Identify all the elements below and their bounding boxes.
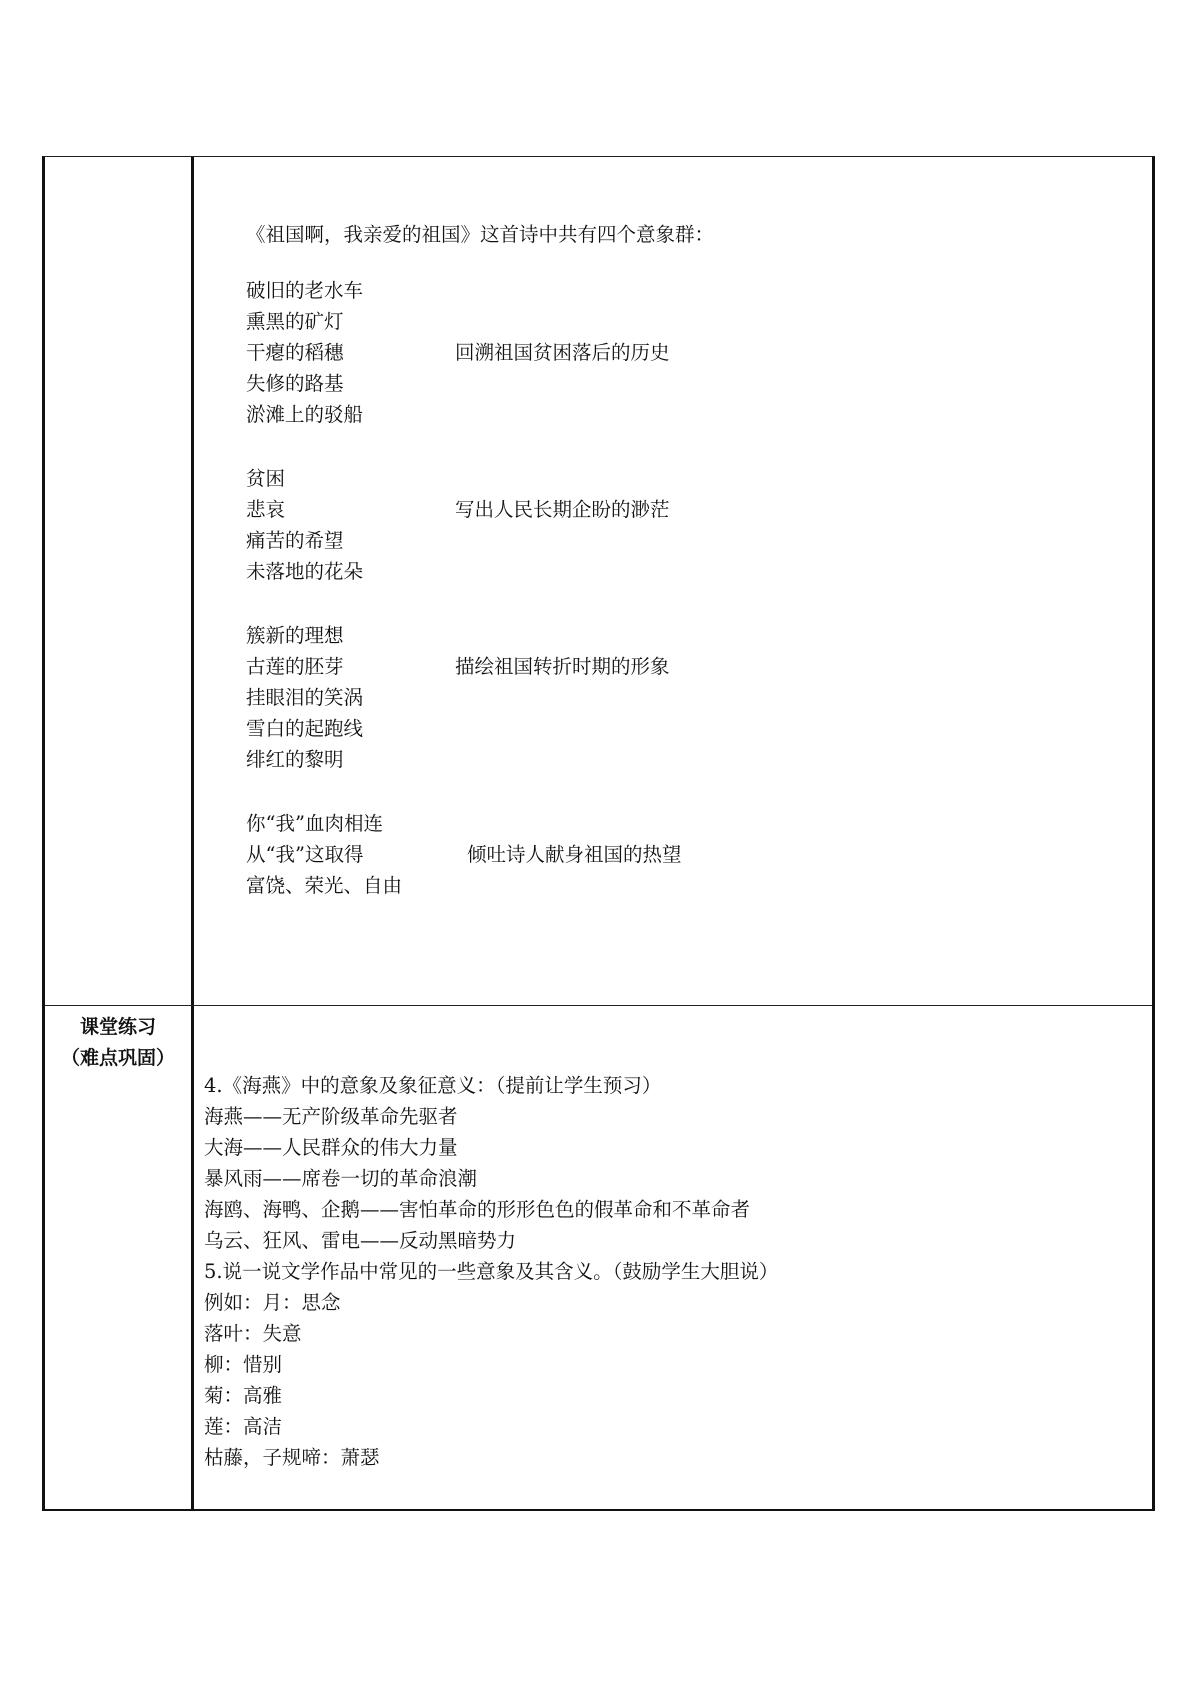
exercise-label-subtitle: （难点巩固） — [60, 1047, 175, 1069]
group-1-item: 熏黑的矿灯 — [246, 310, 344, 333]
exercise-line: 暴风雨——席卷一切的革命浪潮 — [204, 1167, 478, 1190]
group-3-item: 簇新的理想 — [246, 624, 344, 647]
group-1-meaning: 回溯祖国贫困落后的历史 — [455, 341, 670, 364]
exercise-line: 海鸥、海鸭、企鹅——害怕革命的形形色色的假革命和不革命者 — [204, 1198, 751, 1221]
exercise-line: 菊：高雅 — [204, 1384, 283, 1407]
group-3-item: 绯红的黎明 — [246, 748, 344, 771]
exercise-line: 例如：月：思念 — [204, 1291, 341, 1314]
exercise-line: 4.《海燕》中的意象及象征意义：（提前让学生预习） — [204, 1074, 662, 1097]
group-2-item: 未落地的花朵 — [246, 560, 364, 583]
group-4-item: 富饶、荣光、自由 — [246, 874, 403, 897]
group-2-item: 贫困 — [246, 467, 286, 490]
group-3-item: 古莲的胚芽 — [246, 655, 344, 678]
exercise-content-cell — [194, 1006, 1152, 1509]
lesson-table — [42, 156, 1155, 1511]
imagery-content-cell — [194, 157, 1152, 1005]
group-2-item: 痛苦的希望 — [246, 529, 344, 552]
imagery-label-cell — [45, 157, 194, 1005]
exercise-row — [45, 1006, 1152, 1509]
group-4-meaning: 倾吐诗人献身祖国的热望 — [467, 843, 682, 866]
exercise-line: 5.说一说文学作品中常见的一些意象及其含义。（鼓励学生大胆说） — [204, 1260, 779, 1283]
exercise-line: 莲：高洁 — [204, 1415, 283, 1438]
exercise-line: 乌云、狂风、雷电——反动黑暗势力 — [204, 1229, 517, 1252]
exercise-line: 落叶：失意 — [204, 1322, 302, 1345]
group-1-item: 破旧的老水车 — [246, 279, 364, 302]
group-2-meaning: 写出人民长期企盼的渺茫 — [455, 498, 670, 521]
exercise-line: 枯藤，子规啼：萧瑟 — [204, 1446, 380, 1469]
group-3-item: 挂眼泪的笑涡 — [246, 686, 364, 709]
exercise-label-cell — [45, 1006, 194, 1509]
imagery-row — [45, 157, 1152, 1006]
imagery-intro: 《祖国啊，我亲爱的祖国》这首诗中共有四个意象群： — [246, 223, 715, 246]
group-3-item: 雪白的起跑线 — [246, 717, 364, 740]
exercise-line: 海燕——无产阶级革命先驱者 — [204, 1105, 458, 1128]
group-1-item: 干瘪的稻穗 — [246, 341, 344, 364]
group-4-item: 你“我”血肉相连 — [246, 812, 383, 835]
group-4-item: 从“我”这取得 — [246, 843, 364, 866]
group-1-item: 淤滩上的驳船 — [246, 403, 364, 426]
exercise-line: 大海——人民群众的伟大力量 — [204, 1136, 458, 1159]
exercise-line: 柳：惜别 — [204, 1353, 283, 1376]
group-2-item: 悲哀 — [246, 498, 286, 521]
group-1-item: 失修的路基 — [246, 372, 344, 395]
group-3-meaning: 描绘祖国转折时期的形象 — [455, 655, 670, 678]
exercise-label-title: 课堂练习 — [79, 1016, 156, 1038]
